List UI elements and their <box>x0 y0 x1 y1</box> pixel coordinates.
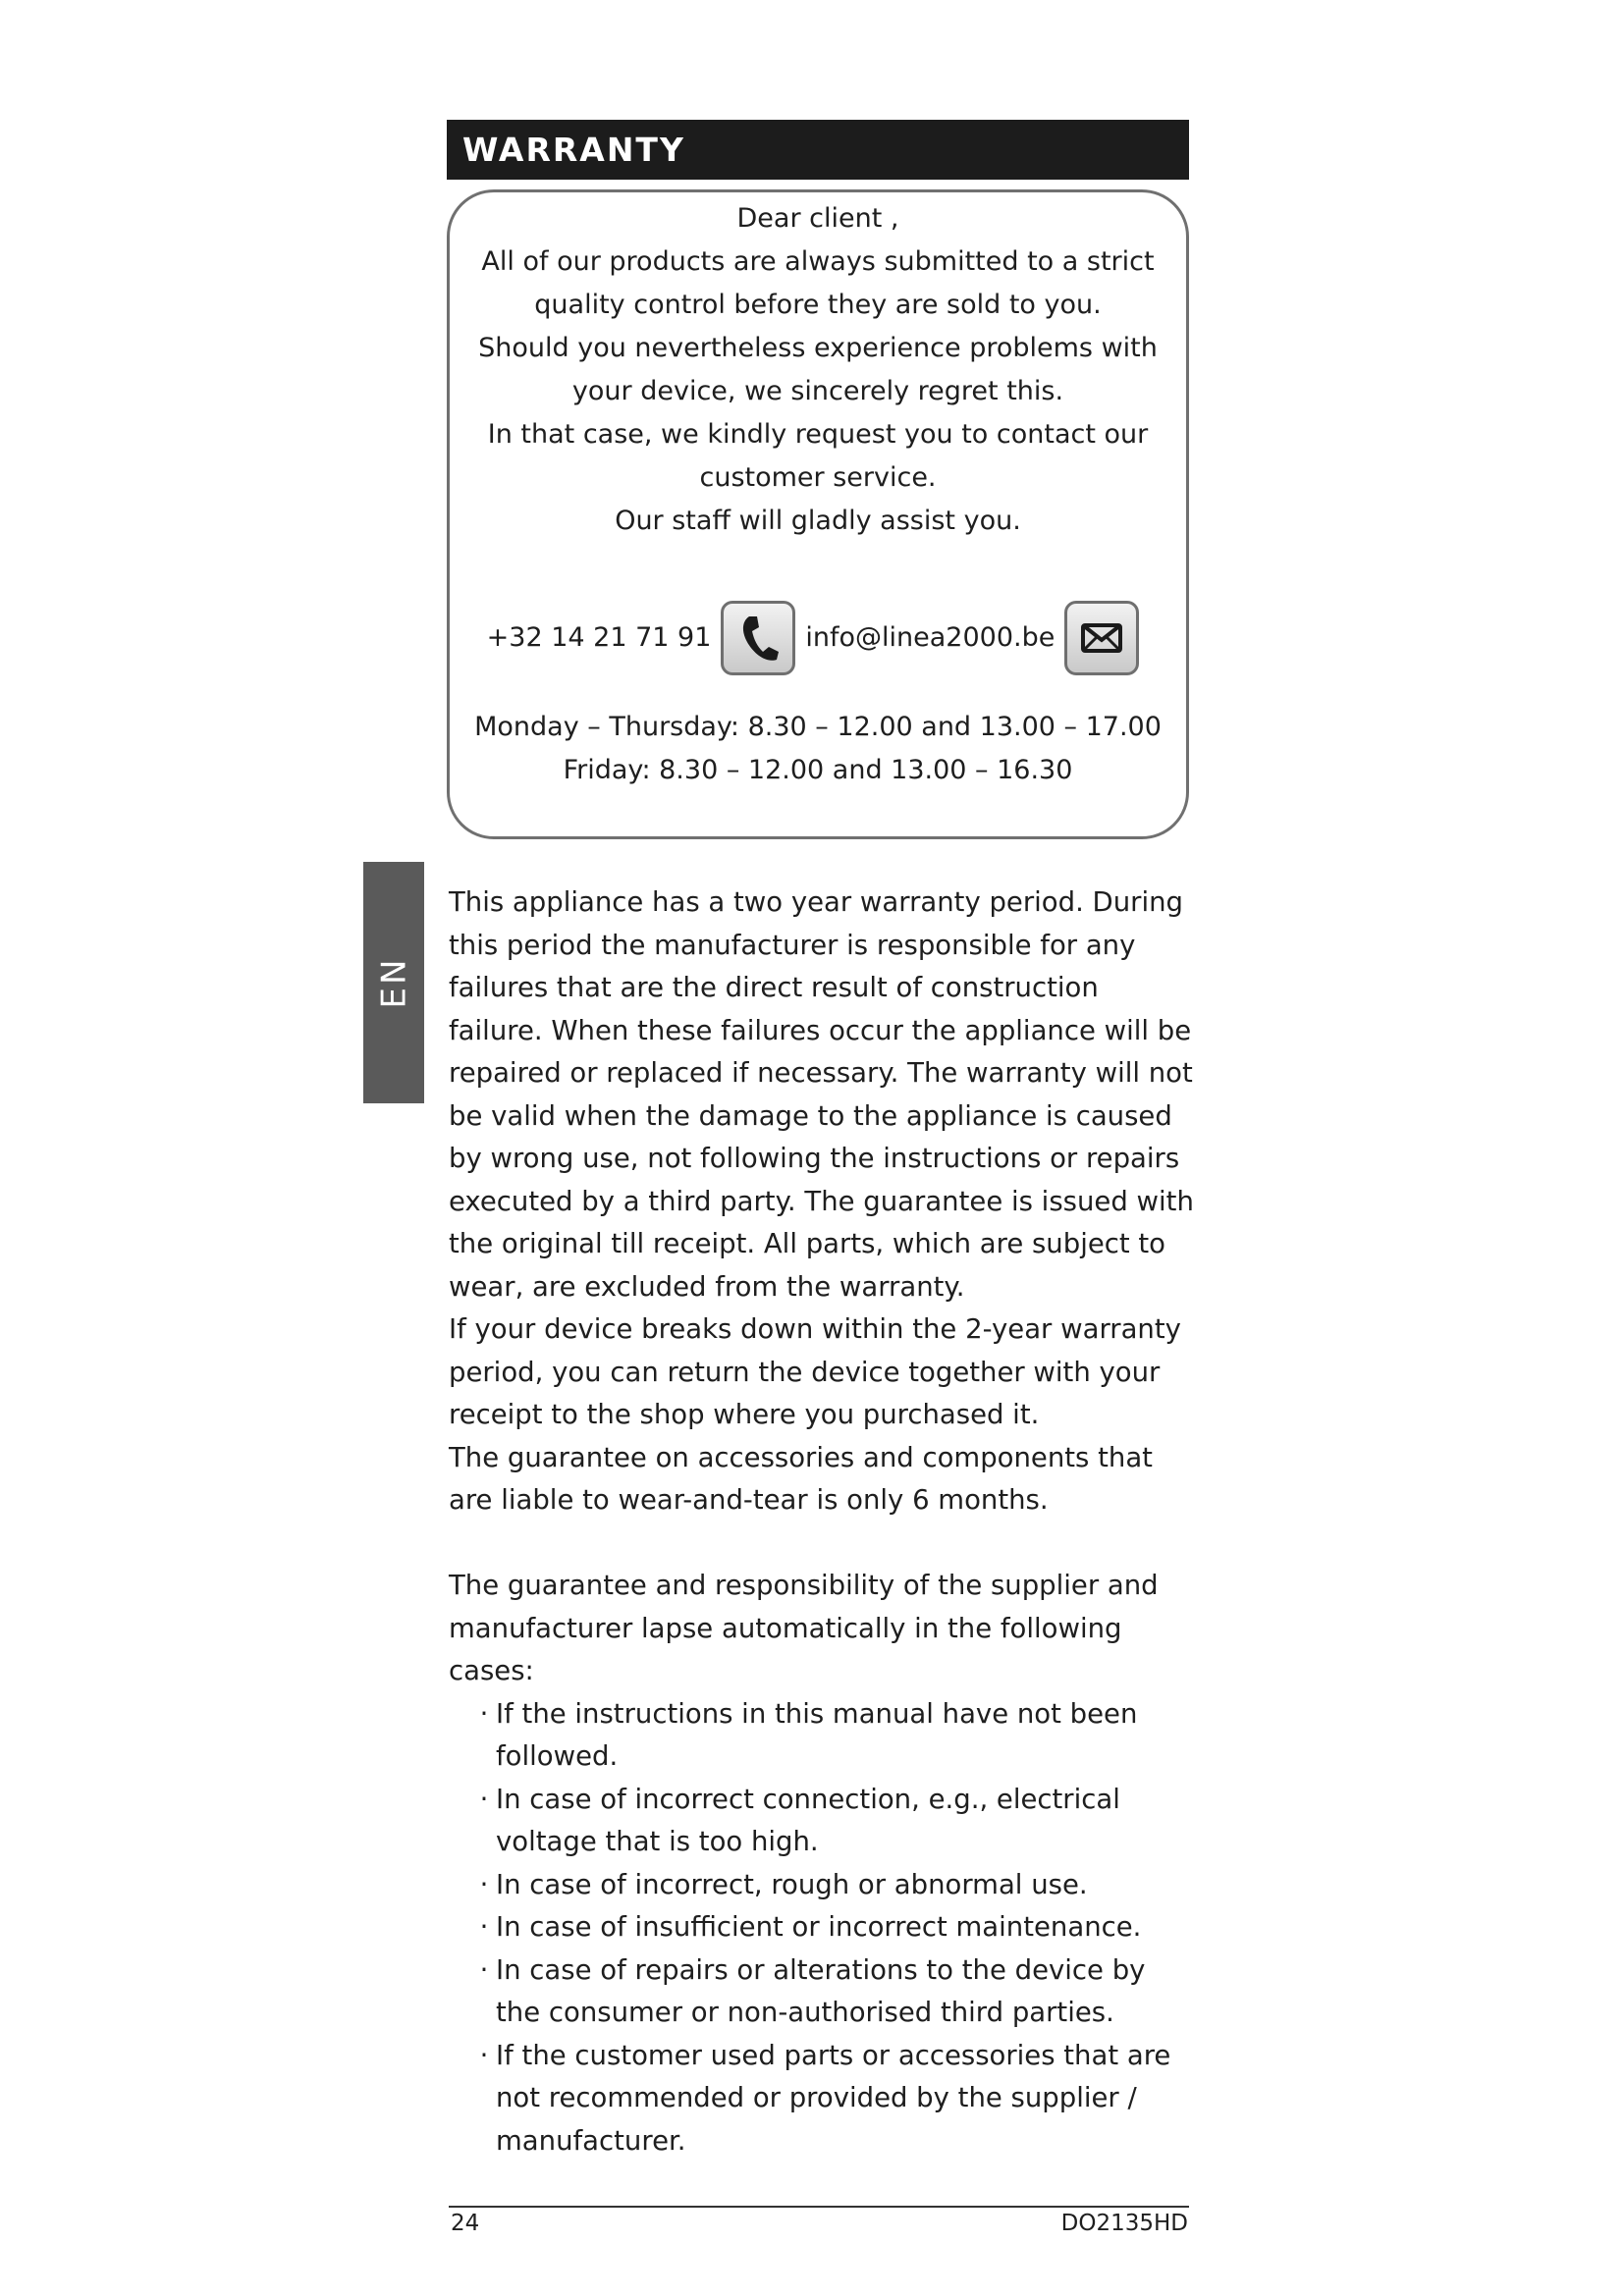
intro-line: Should you nevertheless experience problems with your device, we sincerely regret this. <box>478 333 1158 406</box>
list-item: · If the customer used parts or accessories that are not recommended or provided by the supplier / manufacturer. <box>449 2035 1195 2163</box>
footer-divider <box>449 2206 1189 2208</box>
email-address[interactable]: info@linea2000.be <box>805 622 1056 653</box>
contact-row <box>450 598 1186 678</box>
hours-line: Friday: 8.30 – 12.00 and 13.00 – 16.30 <box>563 755 1073 785</box>
opening-hours <box>450 706 1186 792</box>
envelope-icon <box>1064 601 1139 675</box>
language-tab <box>363 862 424 1103</box>
customer-service-box <box>447 189 1189 839</box>
paragraph: The guarantee and responsibility of the supplier and manufacturer lapse automatically in the following cases: <box>449 1570 1159 1686</box>
page-number: 24 <box>451 2211 480 2236</box>
list-item: · In case of incorrect connection, e.g., electrical voltage that is too high. <box>449 1779 1195 1864</box>
list-item: · In case of insufficient or incorrect maintenance. <box>449 1906 1195 1949</box>
paragraph: The guarantee on accessories and components that are liable to wear-and-tear is only 6 months. <box>449 1441 1153 1516</box>
intro-line: Our staff will gladly assist you. <box>615 506 1021 536</box>
greeting: Dear client , <box>736 203 899 234</box>
warranty-text <box>449 881 1195 2163</box>
list-item: · In case of incorrect, rough or abnormal use. <box>449 1864 1195 1907</box>
list-item: · In case of repairs or alterations to the device by the consumer or non-authorised third parties. <box>449 1949 1195 2035</box>
paragraph: This appliance has a two year warranty period. During this period the manufacturer is responsible for any failures that are the direct result of construction failure. When these failures occur the appliance will be repaired or replaced if necessary. The warranty will not be valid when the damage to the appliance is caused by wrong use, not following the instructions or repairs executed by a third party. The guarantee is issued with the original till receipt. All parts, which are subject to wear, are excluded from the warranty. <box>449 886 1194 1303</box>
model-number: DO2135HD <box>1060 2211 1188 2236</box>
phone-number: +32 14 21 71 91 <box>486 622 712 653</box>
intro-text <box>450 197 1186 543</box>
section-title: WARRANTY <box>462 131 685 169</box>
section-title-bar <box>447 120 1189 180</box>
phone-icon <box>721 601 795 675</box>
exclusion-list <box>449 1693 1195 2163</box>
intro-line: All of our products are always submitted to a strict quality control before they are sold to you. <box>481 246 1155 320</box>
intro-line: In that case, we kindly request you to contact our customer service. <box>487 419 1149 493</box>
paragraph: If your device breaks down within the 2-year warranty period, you can return the device together with your receipt to the shop where you purchased it. <box>449 1313 1181 1430</box>
list-item: · If the instructions in this manual have not been followed. <box>449 1693 1195 1779</box>
hours-line: Monday – Thursday: 8.30 – 12.00 and 13.00 – 17.00 <box>474 712 1162 742</box>
spacer <box>449 1522 1195 1566</box>
language-label: EN <box>373 956 413 1009</box>
